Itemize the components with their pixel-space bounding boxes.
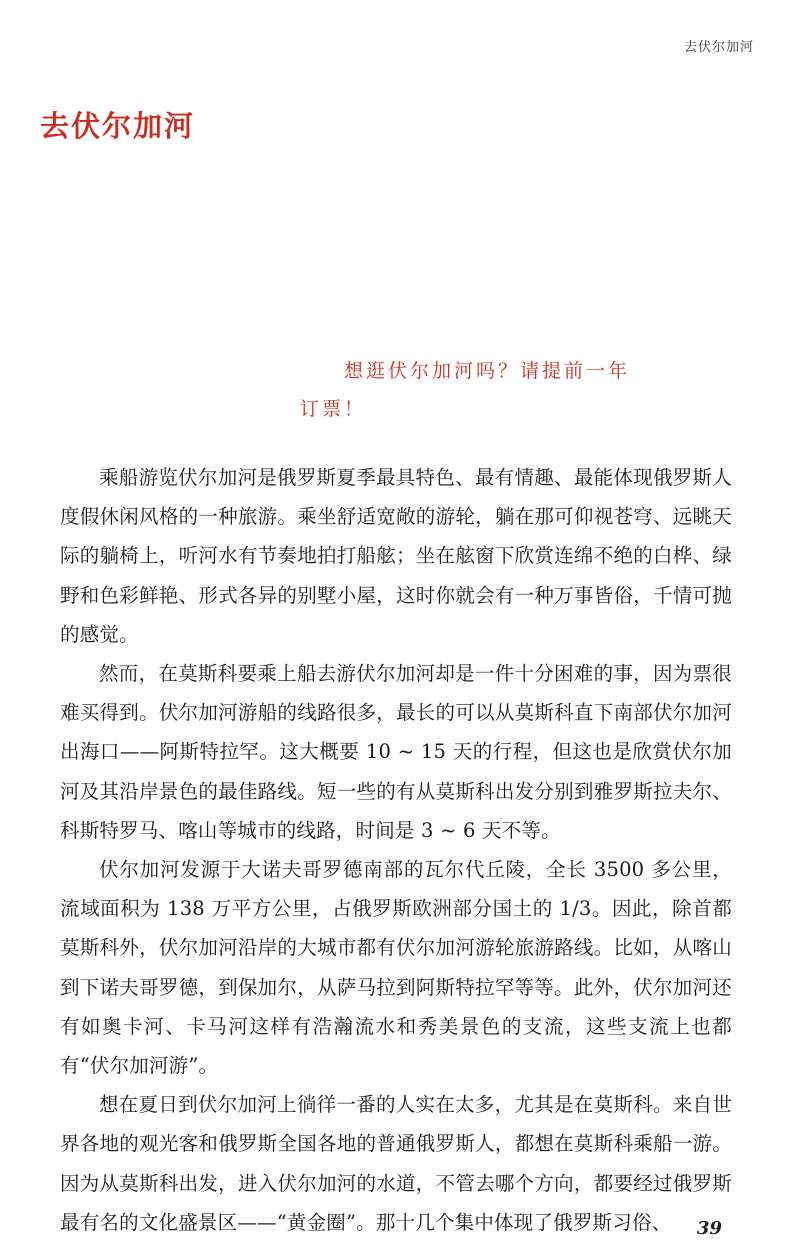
paragraph: 然而，在莫斯科要乘上船去游伏尔加河却是一件十分困难的事，因为票很难买得到。伏尔加河游船的线路很多，最长的可以从莫斯科直下南部伏尔加河出海口——阿斯特拉罕。这大概要 10 ~ 15 天的行程，但这也是欣赏伏尔加河及其沿岸景色的最佳路线。短一些的有从莫斯科出发分别到雅罗斯拉夫尔、科斯特罗马、喀山等城市的线路，时间是 3 ~ 6 天不等。	[60, 662, 732, 842]
chapter-title: 去伏尔加河	[40, 109, 196, 143]
paragraph: 伏尔加河发源于大诺夫哥罗德南部的瓦尔代丘陵，全长 3500 多公里，流域面积为 138 万平方公里，占俄罗斯欧洲部分国土的 1/3。因此，除首都莫斯科外，伏尔加河沿岸的大城市都有伏尔加河游轮旅游路线。比如，从喀山到下诺夫哥罗德，到保加尔，从萨马拉到阿斯特拉罕等等。此外，伏尔加河还有如奥卡河、卡马河这样有浩瀚流水和秀美景色的支流，这些支流上也都有“伏尔加河游”。	[60, 858, 732, 1078]
pullquote-line-2: 订票！	[300, 398, 367, 420]
pullquote-line-1: 想逛伏尔加河吗？请提前一年	[344, 360, 631, 382]
body-text	[60, 458, 732, 1242]
paragraph: 想在夏日到伏尔加河上徜徉一番的人实在太多，尤其是在莫斯科。来自世界各地的观光客和俄罗斯全国各地的普通俄罗斯人，都想在莫斯科乘船一游。因为从莫斯科出发，进入伏尔加河的水道，不管去哪个方向，都要经过俄罗斯最有名的文化盛景区——“黄金圈”。那十几个集中体现了俄罗斯习俗、	[60, 1093, 732, 1234]
paragraph: 乘船游览伏尔加河是俄罗斯夏季最具特色、最有情趣、最能体现俄罗斯人度假休闲风格的一种旅游。乘坐舒适宽敞的游轮，躺在那可仰视苍穹、远眺天际的躺椅上，听河水有节奏地拍打船舷；坐在舷窗下欣赏连绵不绝的白桦、绿野和色彩鲜艳、形式各异的别墅小屋，这时你就会有一种万事皆俗，千情可抛的感觉。	[60, 466, 732, 646]
pullquote	[300, 352, 640, 428]
page-number: 39	[696, 1218, 722, 1239]
running-header: 去伏尔加河	[683, 40, 754, 55]
